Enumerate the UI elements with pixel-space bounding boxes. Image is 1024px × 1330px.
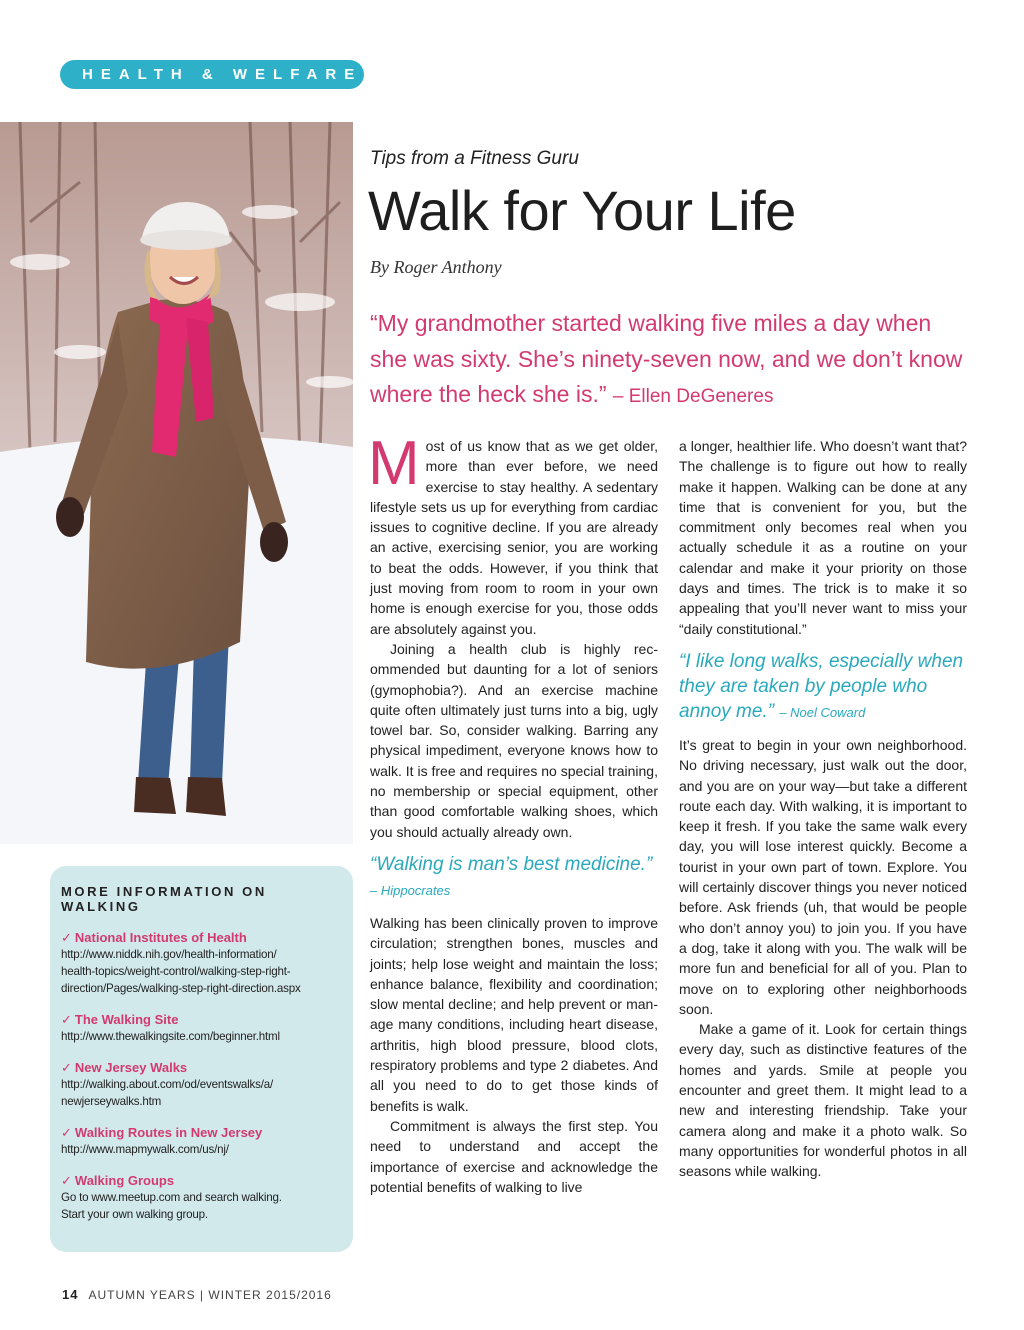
article-headline: Walk for Your Life (368, 179, 796, 242)
resource-name: ✓ National Institutes of Health (61, 930, 247, 945)
drop-cap: M (368, 429, 420, 498)
body-paragraph: Make a game of it. Look for certain things every day, such as distinctive features of the homes and yards. Smile at people you encounter and greet them. It might lead to a new and interesting friendship. Take your camera along and make it a photo walk. So many opportunities for wonderful photos in all seasons while walking. (679, 1021, 967, 1180)
article-column-1 (368, 429, 658, 1197)
resource-item (61, 1172, 343, 1223)
resource-url-line: Start your own walking group. (61, 1208, 208, 1221)
page-footer (62, 1287, 332, 1302)
inline-quote-text: “Walking is man’s best medicine.” (370, 853, 653, 875)
body-paragraph: Commitment is always the first step. You need to understand and accept the importance of exercise and acknowledge the potential benefits of walking to live (370, 1117, 658, 1195)
article-byline: By Roger Anthony (370, 257, 502, 277)
paragraph-text: ost of us know that as we get older, more than ever before, we need exercise to stay healthy. A sedentary lifestyle sets us up for everything from cardiac issues to cognitive decline. If you are already an active, exercising senior, you are working to beat the odds. However, if you think that just moving from room to room in your own home is enough exercise for you, those odds are absolutely against you. (370, 438, 658, 637)
resource-name: ✓ The Walking Site (61, 1012, 179, 1027)
resource-name: ✓ Walking Routes in New Jersey (61, 1125, 263, 1140)
checkmark-icon: ✓ (61, 1060, 72, 1075)
article-column-2 (679, 436, 967, 1182)
resource-url-line: http://www.thewalkingsite.com/beginner.html (61, 1030, 280, 1043)
checkmark-icon: ✓ (61, 1125, 72, 1140)
body-paragraph: a longer, healthier life. Who doesn’t want that? The challenge is to figure out how to really make it happen. Walking can be done at any time that is convenient for you, but the commitment only becomes real when you actually schedule it as a routine on your calendar and make it your priority on those days and times. The trick is to make it so appealing that you’ll never want to miss your “daily constitutional.” (679, 438, 967, 637)
resource-url-line: direction/Pages/walking-step-right-direction.aspx (61, 982, 301, 995)
checkmark-icon: ✓ (61, 1012, 72, 1027)
resource-url-line: http://www.niddk.nih.gov/health-information/ (61, 948, 277, 961)
publication-info: AUTUMN YEARS | WINTER 2015/2016 (88, 1288, 332, 1302)
pull-quote-attribution: – Ellen DeGeneres (612, 386, 774, 407)
resource-item (61, 1011, 343, 1045)
woman-walking-in-snow-image (0, 122, 353, 844)
body-paragraph: It’s great to begin in your own neighborhood. No driving necessary, just walk out the door, and you are on your way—but take a different route each day. With walking, it is important to keep it fresh. If you take the same walk every day, you will lose interest quickly. Become a tourist in your own part of town. Explore. You will certainly discover things you never noticed before. Ask friends (uh, that would be people who don’t annoy you) to join you. If you have a dog, take it along with you. The walk will be more fun and beneficial for all of you. Plan to move on to exploring other neighborhoods soon. (679, 736, 967, 1017)
resource-name: ✓ New Jersey Walks (61, 1060, 188, 1075)
inline-quote-attribution: – Noel Coward (779, 704, 866, 720)
resource-url-line: http://www.mapmywalk.com/us/nj/ (61, 1143, 229, 1156)
hero-photo (0, 122, 353, 844)
section-tag: HEALTH & WELFARE (60, 60, 364, 89)
checkmark-icon: ✓ (61, 1173, 72, 1188)
resource-url-line: http://walking.about.com/od/eventswalks/a/ (61, 1078, 274, 1091)
resource-name: ✓ Walking Groups (61, 1173, 175, 1188)
more-info-sidebar (50, 866, 353, 1252)
body-paragraph: Walking has been clinically proven to improve circulation; strengthen bones, muscles and joints; help lose weight and maintain the loss; enhance balance, flexibility and coordination; slow mental decline; and help prevent or manage many conditions, including heart disease, arthritis, high blood pressure, blood clots, respiratory problems and type 2 diabetes. And all you need to do to get those kinds of benefits is walk. (370, 914, 658, 1114)
article-kicker: Tips from a Fitness Guru (370, 148, 579, 169)
resource-url-line: Go to www.meetup.com and search walking. (61, 1191, 282, 1204)
inline-quote (679, 649, 967, 725)
resource-item (61, 929, 343, 997)
resource-url-line: health-topics/weight-control/walking-step-right- (61, 965, 291, 978)
body-paragraph (368, 429, 658, 639)
body-paragraph: Joining a health club is highly recommended but daunting for a lot of seniors (gymophobia?). And an exercise machine quite often ultimately just turns into a big, ugly towel bar. So, consider walking. Barring any physical impediment, everyone knows how to walk. It is free and requires no special training, no membership or special equipment, other than good comfortable walking shoes, which you should actually already own. (370, 640, 658, 840)
sidebar-title: MORE INFORMATION ON WALKING (61, 884, 267, 914)
checkmark-icon: ✓ (61, 930, 72, 945)
inline-quote (370, 852, 658, 903)
pull-quote (370, 306, 970, 415)
resource-url-line: newjerseywalks.htm (61, 1095, 162, 1108)
resource-item (61, 1124, 343, 1158)
page-number: 14 (62, 1287, 79, 1302)
pull-quote-text: “My grandmother started walking five miles a day when she was sixty. She’s ninety-seven now, and we don’t know where the heck she is.” (370, 310, 963, 407)
inline-quote-text: “I like long walks, especially when they are taken by people who annoy me.” (679, 650, 964, 722)
resource-item (61, 1059, 343, 1110)
inline-quote-attribution: – Hippocrates (370, 882, 451, 898)
